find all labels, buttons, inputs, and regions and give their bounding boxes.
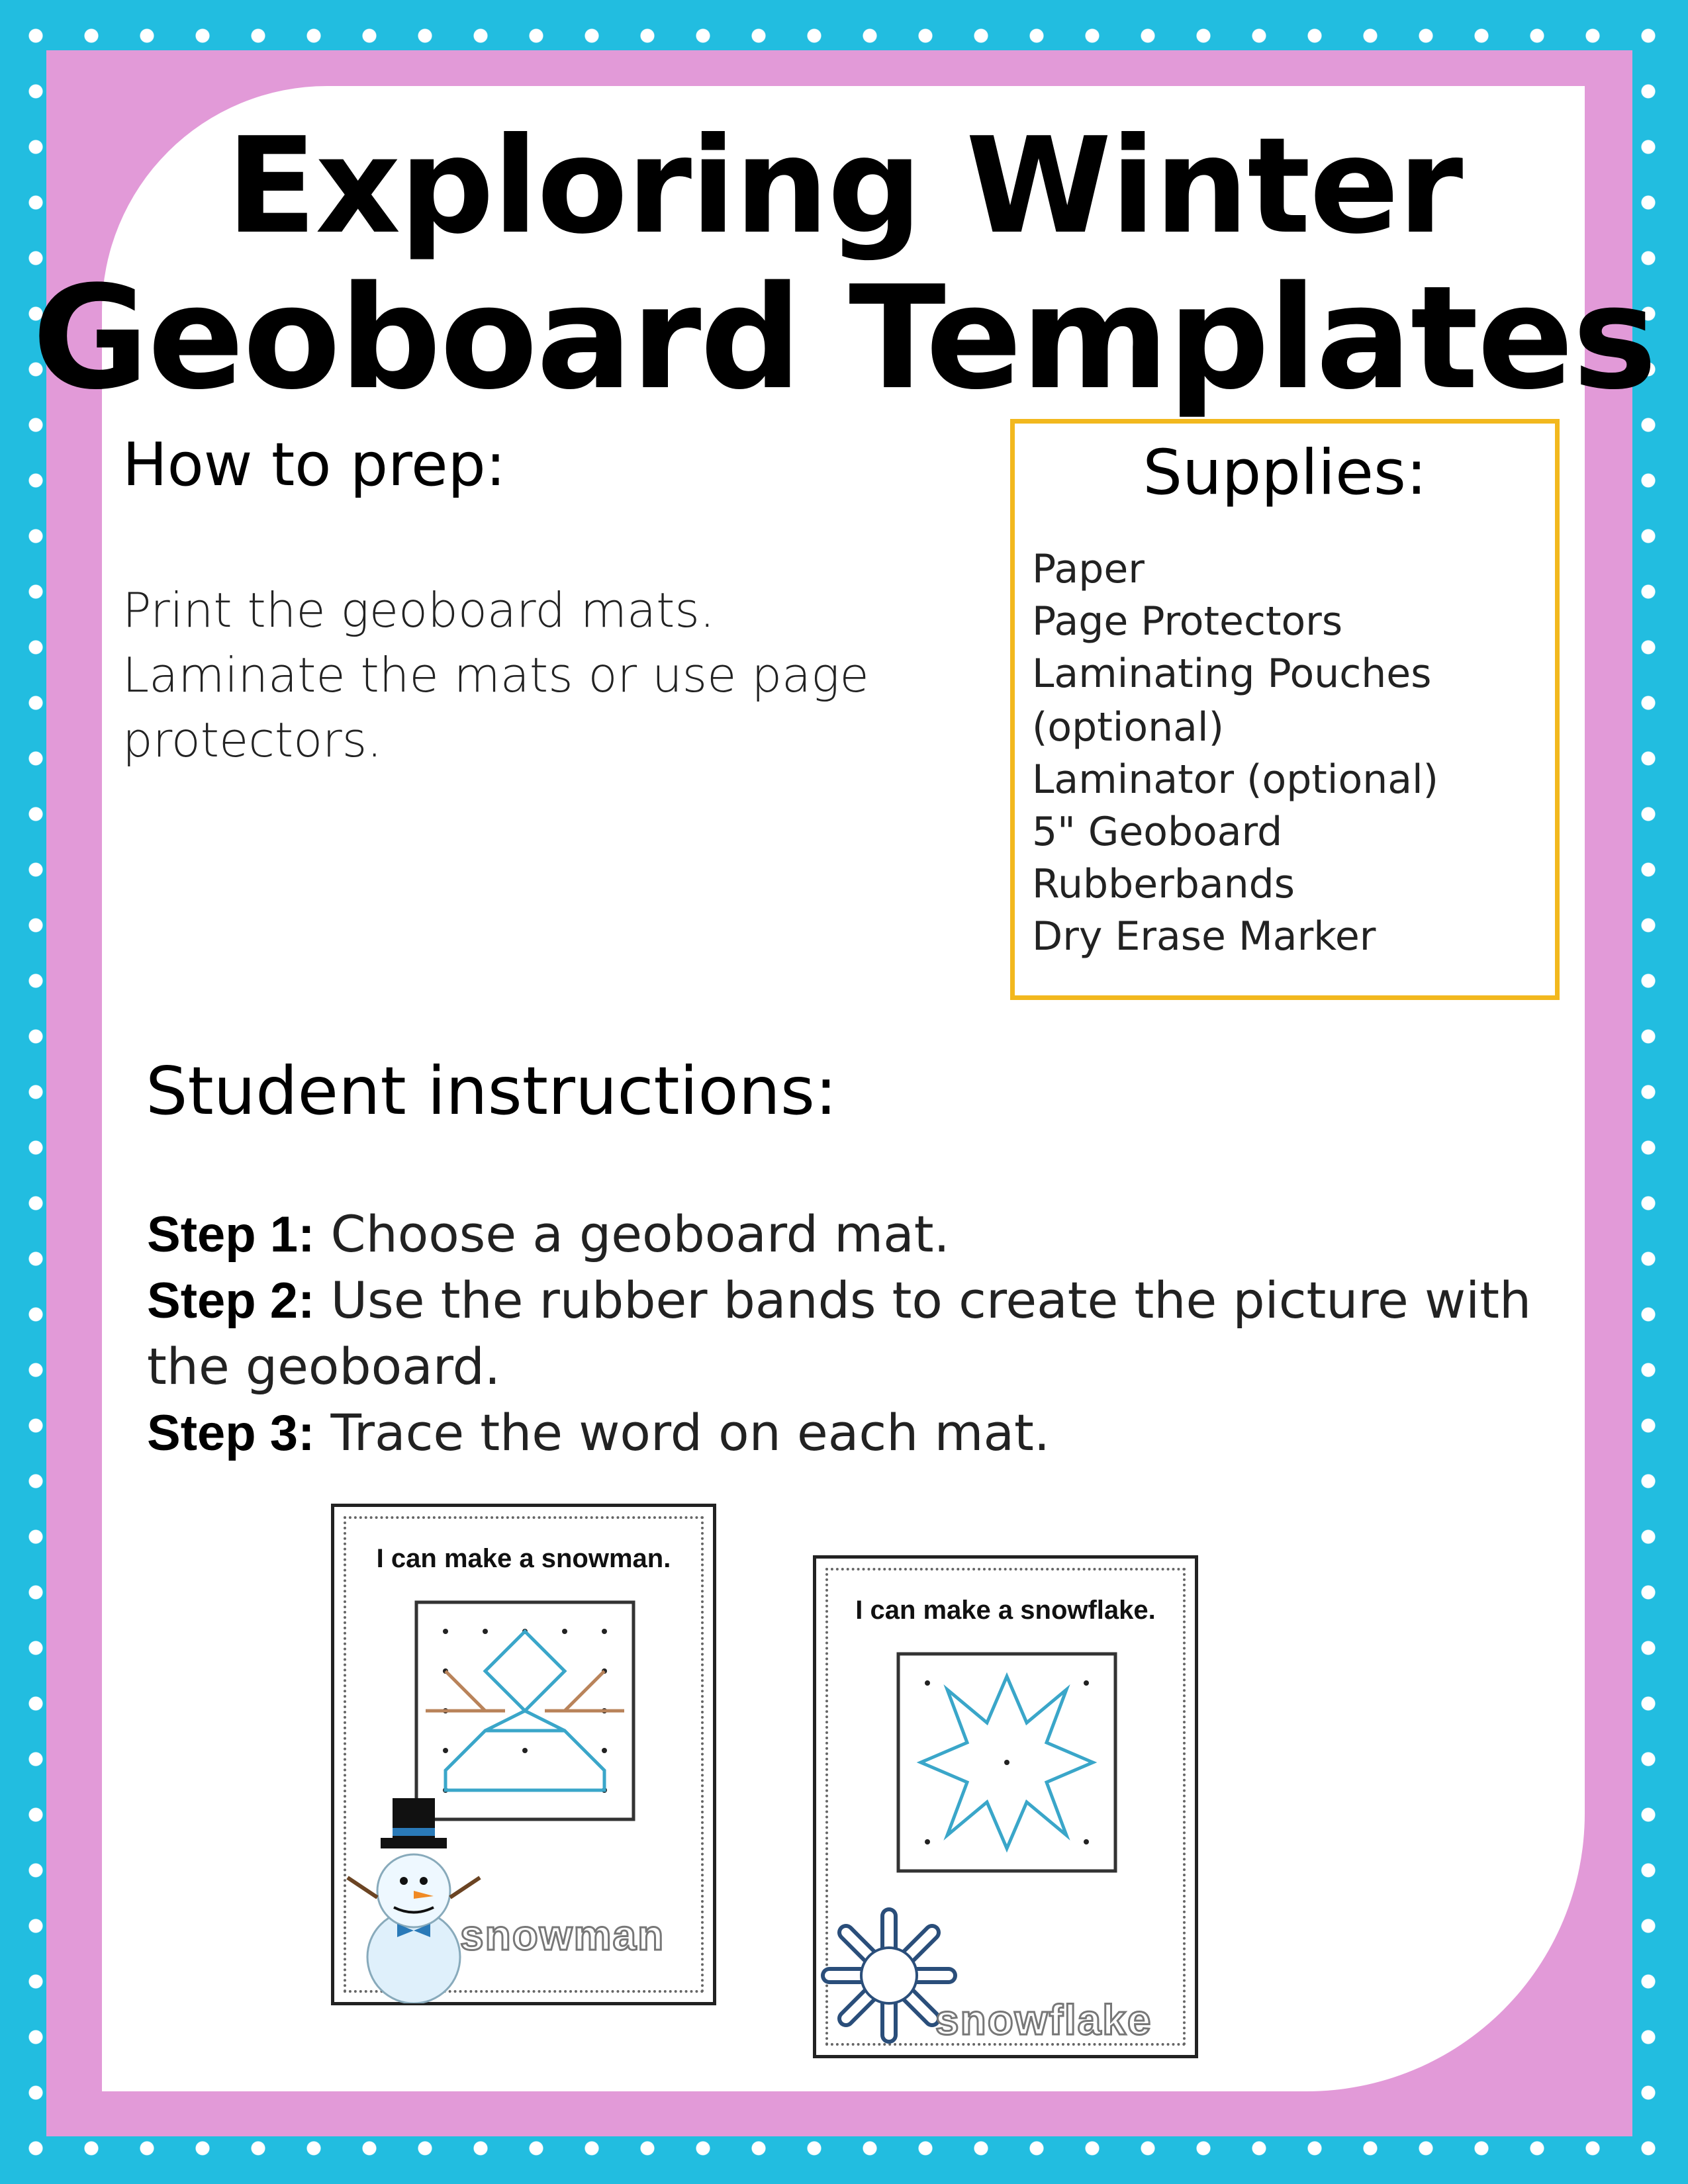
step-label: Step 1: bbox=[147, 1206, 315, 1263]
prep-line: protectors. bbox=[122, 712, 383, 768]
step-line bbox=[147, 1337, 500, 1396]
step-label: Step 2: bbox=[147, 1273, 315, 1329]
step-text: Choose a geoboard mat. bbox=[314, 1205, 950, 1263]
snowman-icon bbox=[334, 1792, 493, 2003]
supply-item: Laminator (optional) bbox=[1032, 756, 1439, 803]
snowflake-geoboard bbox=[894, 1650, 1119, 1875]
step-line bbox=[147, 1205, 950, 1263]
supply-item: 5" Geoboard bbox=[1032, 809, 1283, 855]
supply-item: Laminating Pouches bbox=[1032, 651, 1432, 697]
prep-line: Laminate the mats or use page bbox=[122, 647, 869, 703]
student-instructions-heading: Student instructions: bbox=[146, 1052, 837, 1130]
snowman-geoboard bbox=[412, 1598, 637, 1823]
snowflake-trace-word: snowflake bbox=[935, 1996, 1152, 2044]
supplies-box bbox=[1010, 419, 1560, 1000]
prep-line: Print the geoboard mats. bbox=[122, 582, 715, 638]
supply-item: (optional) bbox=[1032, 704, 1224, 751]
supplies-heading: Supplies: bbox=[1143, 437, 1427, 509]
step-text: the geoboard. bbox=[147, 1337, 501, 1396]
step-text: Use the rubber bands to create the picture with bbox=[314, 1271, 1532, 1330]
supply-item: Paper bbox=[1032, 546, 1145, 592]
snowman-trace-word: snowman bbox=[460, 1911, 665, 1959]
snowflake-mat-caption: I can make a snowflake. bbox=[855, 1596, 1156, 1625]
supply-item: Dry Erase Marker bbox=[1032, 913, 1376, 960]
page-title-line-2: Geoboard Templates bbox=[32, 255, 1656, 421]
snowman-mat-caption: I can make a snowman. bbox=[376, 1544, 671, 1573]
step-line bbox=[147, 1403, 1050, 1462]
step-text: Trace the word on each mat. bbox=[314, 1403, 1050, 1462]
prep-heading: How to prep: bbox=[122, 430, 506, 500]
page-title-line-1: Exploring Winter bbox=[226, 109, 1462, 263]
supply-item: Rubberbands bbox=[1032, 861, 1295, 907]
step-label: Step 3: bbox=[147, 1405, 315, 1461]
snowflake-mat-preview bbox=[813, 1555, 1198, 2058]
supply-item: Page Protectors bbox=[1032, 598, 1343, 645]
step-line bbox=[147, 1271, 1531, 1330]
snowman-mat-preview bbox=[331, 1504, 716, 2005]
